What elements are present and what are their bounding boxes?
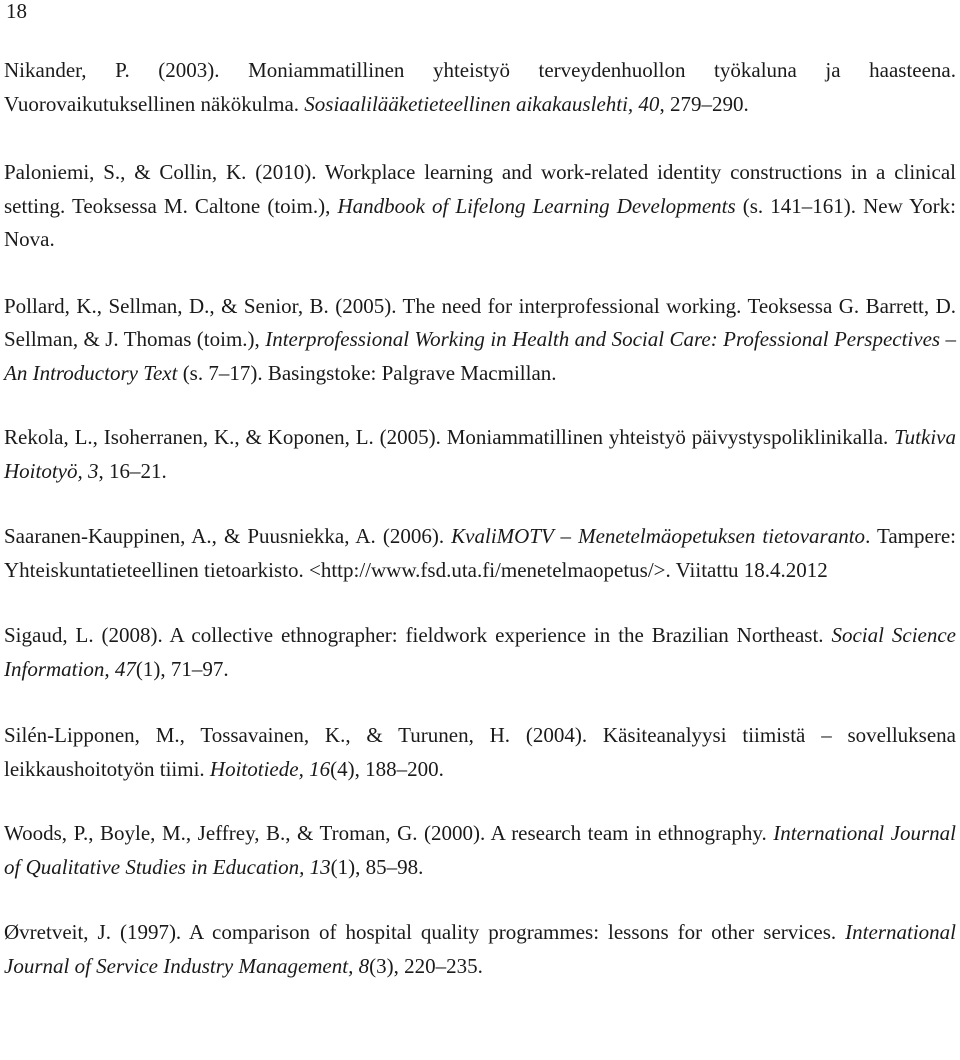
reference-source: Social Science Information, 47 bbox=[4, 623, 956, 681]
reference-details: (4), 188–200. bbox=[330, 756, 444, 781]
reference-text: Pollard, K., Sellman, D., & Senior, B. (2005). The need for interprofessional working. Teoksessa G. Barrett, D. Sellman, & J. Thomas (toim.), bbox=[4, 293, 956, 351]
reference-source: International Journal of Service Industry Management, 8 bbox=[4, 920, 956, 978]
page-number: 18 bbox=[6, 0, 27, 23]
reference-silen-lipponen bbox=[4, 719, 956, 786]
reference-text: Silén-Lipponen, M., Tossavainen, K., & Turunen, H. (2004). Käsiteanalyysi tiimistä – sovelluksena leikkaushoitotyön tiimi. bbox=[4, 723, 956, 781]
reference-nikander bbox=[4, 54, 956, 121]
reference-list bbox=[4, 54, 956, 1017]
reference-text: Rekola, L., Isoherranen, K., & Koponen, L. (2005). Moniammatillinen yhteistyö päivystyspoliklinikalla. bbox=[4, 425, 895, 449]
reference-woods bbox=[4, 817, 956, 884]
reference-details: (1), 85–98. bbox=[330, 854, 424, 879]
reference-text: Nikander, P. (2003). Moniammatillinen yhteistyö terveydenhuollon työkaluna ja haasteena. Vuorovaikutuksellinen näkökulma. bbox=[4, 58, 956, 116]
reference-details: (s. 7–17). Basingstoke: Palgrave Macmillan. bbox=[177, 360, 557, 385]
reference-details: (1), 71–97. bbox=[135, 656, 229, 681]
reference-text: Woods, P., Boyle, M., Jeffrey, B., & Troman, G. (2000). A research team in ethnography. bbox=[4, 821, 774, 845]
reference-text: Paloniemi, S., & Collin, K. (2010). Workplace learning and work-related identity constructions in a clinical setting. Teoksessa M. Caltone (toim.), bbox=[4, 160, 956, 218]
reference-saaranen bbox=[4, 520, 956, 587]
reference-text: Øvretveit, J. (1997). A comparison of hospital quality programmes: lessons for other services. bbox=[4, 920, 846, 944]
reference-details: , 16–21. bbox=[98, 458, 167, 483]
reference-source: Handbook of Lifelong Learning Developments bbox=[337, 193, 736, 218]
reference-sigaud bbox=[4, 619, 956, 686]
reference-paloniemi bbox=[4, 156, 956, 257]
reference-source: Sosiaalilääketieteellinen aikakauslehti, 40 bbox=[304, 91, 660, 116]
reference-details: , 279–290. bbox=[659, 91, 749, 116]
reference-source: KvaliMOTV – Menetelmäopetuksen tietovaranto bbox=[451, 524, 866, 548]
reference-rekola bbox=[4, 421, 956, 488]
reference-details: (s. 141–161). New York: Nova. bbox=[4, 193, 956, 251]
reference-source: International Journal of Qualitative Studies in Education, 13 bbox=[4, 821, 956, 879]
reference-source: Tutkiva Hoitotyö, 3 bbox=[4, 425, 956, 483]
reference-ovretveit bbox=[4, 916, 956, 983]
reference-details: . Tampere: Yhteiskuntatieteellinen tietoarkisto. <http://www.fsd.uta.fi/menetelmaopetus/>. Viitattu 18.4.2012 bbox=[4, 524, 956, 582]
reference-source: Interprofessional Working in Health and Social Care: Professional Perspectives – An Introductory Text bbox=[4, 327, 956, 385]
reference-source: Hoitotiede, 16 bbox=[209, 756, 331, 781]
reference-details: (3), 220–235. bbox=[369, 953, 483, 978]
reference-text: Sigaud, L. (2008). A collective ethnographer: fieldwork experience in the Brazilian Northeast. bbox=[4, 623, 832, 647]
reference-pollard bbox=[4, 290, 956, 391]
reference-text: Saaranen-Kauppinen, A., & Puusniekka, A. (2006). bbox=[4, 524, 452, 548]
